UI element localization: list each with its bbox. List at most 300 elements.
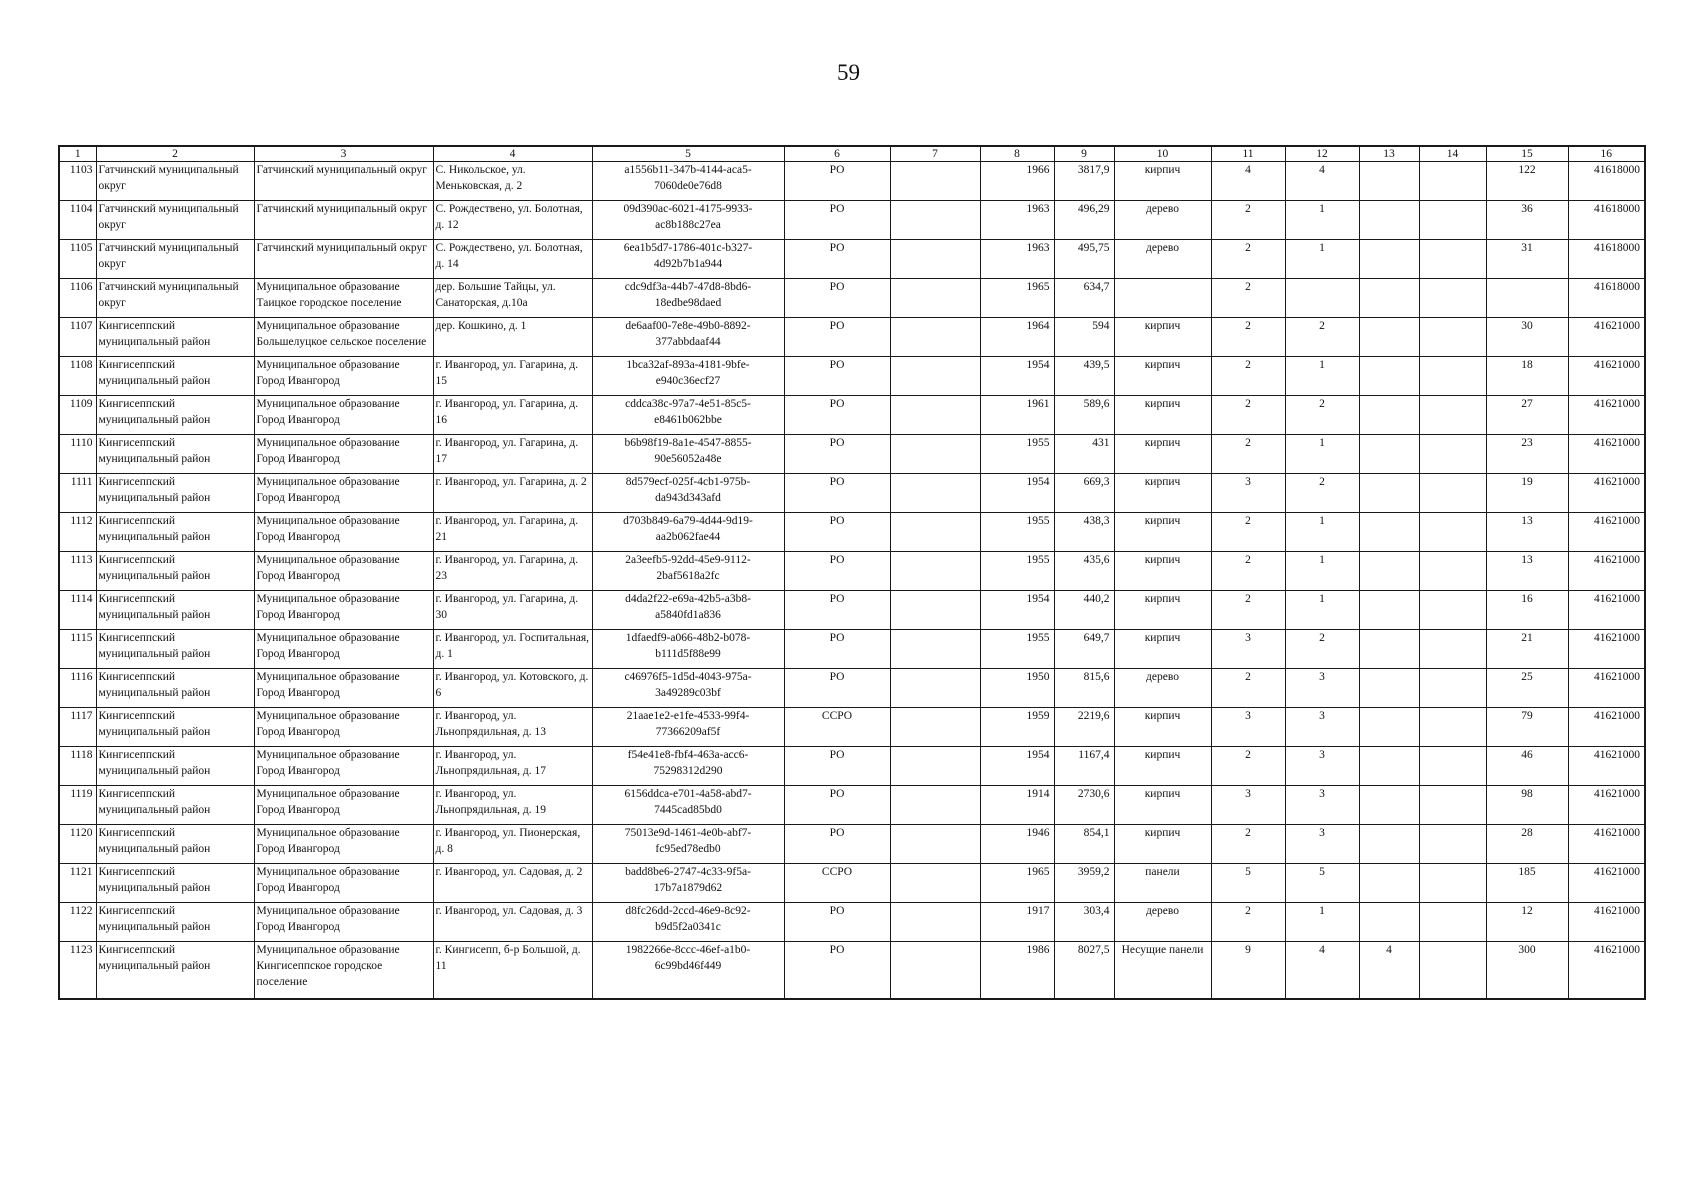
column-header: 11 bbox=[1211, 146, 1285, 162]
table-cell: Кингисеппский муниципальный район bbox=[96, 318, 254, 357]
table-cell: 1963 bbox=[980, 201, 1054, 240]
table-cell: 1917 bbox=[980, 903, 1054, 942]
table-cell bbox=[1419, 240, 1486, 279]
table-cell: 21aae1e2-e1fe-4533-99f4-77366209af5f bbox=[592, 708, 784, 747]
table-cell: cdc9df3a-44b7-47d8-8bd6-18edbe98daed bbox=[592, 279, 784, 318]
table-cell: 1 bbox=[1285, 201, 1359, 240]
table-cell: 3959,2 bbox=[1054, 864, 1114, 903]
table-cell: 18 bbox=[1486, 357, 1568, 396]
table-cell: 1111 bbox=[59, 474, 96, 513]
table-cell: 41621000 bbox=[1568, 708, 1645, 747]
table-cell bbox=[1419, 513, 1486, 552]
table-cell bbox=[890, 474, 980, 513]
table-cell: кирпич bbox=[1114, 825, 1211, 864]
table-cell: г. Ивангород, ул. Гагарина, д. 16 bbox=[433, 396, 592, 435]
table-cell: 41621000 bbox=[1568, 942, 1645, 1000]
table-cell: 3 bbox=[1285, 825, 1359, 864]
table-row bbox=[59, 630, 1645, 669]
table-cell: кирпич bbox=[1114, 435, 1211, 474]
table-cell: 1955 bbox=[980, 435, 1054, 474]
column-header: 2 bbox=[96, 146, 254, 162]
table-cell: 1954 bbox=[980, 747, 1054, 786]
table-cell: 1116 bbox=[59, 669, 96, 708]
table-cell: Кингисеппский муниципальный район bbox=[96, 942, 254, 1000]
table-cell: 649,7 bbox=[1054, 630, 1114, 669]
table-cell: Кингисеппский муниципальный район bbox=[96, 747, 254, 786]
table-cell: 2 bbox=[1211, 591, 1285, 630]
table-row bbox=[59, 357, 1645, 396]
table-cell: РО bbox=[784, 630, 890, 669]
table-cell bbox=[890, 630, 980, 669]
table-cell: 1121 bbox=[59, 864, 96, 903]
table-cell: РО bbox=[784, 357, 890, 396]
table-cell: 1115 bbox=[59, 630, 96, 669]
table-cell: 13 bbox=[1486, 513, 1568, 552]
table-cell bbox=[890, 669, 980, 708]
table-cell: 634,7 bbox=[1054, 279, 1114, 318]
table-cell bbox=[890, 396, 980, 435]
table-cell: Гатчинский муниципальный округ bbox=[96, 201, 254, 240]
table-cell bbox=[1359, 903, 1419, 942]
table-cell: г. Ивангород, ул. Льнопрядильная, д. 13 bbox=[433, 708, 592, 747]
table-cell: 41621000 bbox=[1568, 318, 1645, 357]
table-cell: 41621000 bbox=[1568, 357, 1645, 396]
table-cell: 41621000 bbox=[1568, 396, 1645, 435]
table-cell: дерево bbox=[1114, 240, 1211, 279]
table-cell: РО bbox=[784, 201, 890, 240]
table-cell bbox=[890, 864, 980, 903]
table-cell: Гатчинский муниципальный округ bbox=[96, 162, 254, 201]
table-row bbox=[59, 591, 1645, 630]
table-cell: 3 bbox=[1285, 747, 1359, 786]
table-cell bbox=[1419, 864, 1486, 903]
table-cell bbox=[890, 708, 980, 747]
table-cell: 1955 bbox=[980, 513, 1054, 552]
table-cell: С. Рождествено, ул. Болотная, д. 12 bbox=[433, 201, 592, 240]
table-cell: кирпич bbox=[1114, 162, 1211, 201]
table-cell bbox=[1359, 513, 1419, 552]
table-cell: 23 bbox=[1486, 435, 1568, 474]
table-cell: Муниципальное образование Город Ивангород bbox=[254, 435, 433, 474]
table-cell: a1556b11-347b-4144-aca5-7060de0e76d8 bbox=[592, 162, 784, 201]
table-cell: 9 bbox=[1211, 942, 1285, 1000]
table-cell: Муниципальное образование Город Ивангород bbox=[254, 864, 433, 903]
table-cell: 4 bbox=[1285, 162, 1359, 201]
table-cell: 435,6 bbox=[1054, 552, 1114, 591]
table-cell: 1122 bbox=[59, 903, 96, 942]
table-cell: 25 bbox=[1486, 669, 1568, 708]
table-cell: 1112 bbox=[59, 513, 96, 552]
registry-table bbox=[58, 145, 1646, 1000]
table-cell: панели bbox=[1114, 864, 1211, 903]
table-cell bbox=[1359, 630, 1419, 669]
table-cell bbox=[1359, 552, 1419, 591]
table-cell: Кингисеппский муниципальный район bbox=[96, 786, 254, 825]
table-cell: 1914 bbox=[980, 786, 1054, 825]
table-cell: 1113 bbox=[59, 552, 96, 591]
table-cell: 1117 bbox=[59, 708, 96, 747]
table-cell: Кингисеппский муниципальный район bbox=[96, 357, 254, 396]
table-cell bbox=[890, 903, 980, 942]
table-cell: кирпич bbox=[1114, 396, 1211, 435]
table-cell: 594 bbox=[1054, 318, 1114, 357]
table-cell bbox=[1486, 279, 1568, 318]
column-header: 9 bbox=[1054, 146, 1114, 162]
table-cell: 27 bbox=[1486, 396, 1568, 435]
table-row bbox=[59, 201, 1645, 240]
table-cell: b6b98f19-8a1e-4547-8855-90e56052a48e bbox=[592, 435, 784, 474]
table-cell: 1104 bbox=[59, 201, 96, 240]
table-cell: РО bbox=[784, 513, 890, 552]
table-cell: 2 bbox=[1211, 669, 1285, 708]
table-cell bbox=[1419, 825, 1486, 864]
column-header: 4 bbox=[433, 146, 592, 162]
table-cell: 2730,6 bbox=[1054, 786, 1114, 825]
table-cell: 1950 bbox=[980, 669, 1054, 708]
table-cell: 2 bbox=[1211, 318, 1285, 357]
table-cell: 1108 bbox=[59, 357, 96, 396]
table-cell: дерево bbox=[1114, 201, 1211, 240]
table-cell: Кингисеппский муниципальный район bbox=[96, 513, 254, 552]
table-cell: d703b849-6a79-4d44-9d19-aa2b062fae44 bbox=[592, 513, 784, 552]
column-header: 1 bbox=[59, 146, 96, 162]
table-cell: 496,29 bbox=[1054, 201, 1114, 240]
table-cell: 1103 bbox=[59, 162, 96, 201]
table-cell: кирпич bbox=[1114, 747, 1211, 786]
table-cell: кирпич bbox=[1114, 591, 1211, 630]
page-number: 59 bbox=[837, 60, 860, 85]
table-cell: 41618000 bbox=[1568, 279, 1645, 318]
table-row bbox=[59, 162, 1645, 201]
table-cell: 12 bbox=[1486, 903, 1568, 942]
table-cell: 4 bbox=[1285, 942, 1359, 1000]
table-cell: 1963 bbox=[980, 240, 1054, 279]
table-cell: кирпич bbox=[1114, 318, 1211, 357]
table-cell: РО bbox=[784, 162, 890, 201]
table-cell bbox=[1359, 591, 1419, 630]
table-cell: РО bbox=[784, 474, 890, 513]
table-cell: г. Ивангород, ул. Льнопрядильная, д. 19 bbox=[433, 786, 592, 825]
table-cell: Гатчинский муниципальный округ bbox=[96, 240, 254, 279]
table-cell bbox=[1359, 279, 1419, 318]
column-header: 12 bbox=[1285, 146, 1359, 162]
table-cell: г. Ивангород, ул. Садовая, д. 3 bbox=[433, 903, 592, 942]
table-cell: г. Ивангород, ул. Гагарина, д. 23 bbox=[433, 552, 592, 591]
table-cell: 3 bbox=[1211, 708, 1285, 747]
table-cell: кирпич bbox=[1114, 708, 1211, 747]
table-cell: ССРО bbox=[784, 708, 890, 747]
table-cell bbox=[1359, 864, 1419, 903]
table-cell bbox=[1359, 474, 1419, 513]
table-cell: 1 bbox=[1285, 513, 1359, 552]
table-cell: Кингисеппский муниципальный район bbox=[96, 864, 254, 903]
table-cell: 1954 bbox=[980, 357, 1054, 396]
table-cell: 28 bbox=[1486, 825, 1568, 864]
table-cell: Муниципальное образование Город Ивангород bbox=[254, 708, 433, 747]
table-cell: г. Кингисепп, б-р Большой, д. 11 bbox=[433, 942, 592, 1000]
table-cell: г. Ивангород, ул. Котовского, д. 6 bbox=[433, 669, 592, 708]
table-cell: 41621000 bbox=[1568, 591, 1645, 630]
table-cell: Муниципальное образование Кингисеппское городское поселение bbox=[254, 942, 433, 1000]
table-cell: 3 bbox=[1285, 669, 1359, 708]
table-cell bbox=[1359, 669, 1419, 708]
table-cell: Муниципальное образование Город Ивангород bbox=[254, 825, 433, 864]
table-cell: Муниципальное образование Город Ивангород bbox=[254, 396, 433, 435]
table-cell: г. Ивангород, ул. Гагарина, д. 15 bbox=[433, 357, 592, 396]
table-cell: РО bbox=[784, 435, 890, 474]
table-cell bbox=[890, 162, 980, 201]
table-cell: Кингисеппский муниципальный район bbox=[96, 708, 254, 747]
table-cell bbox=[1419, 396, 1486, 435]
table-cell: кирпич bbox=[1114, 474, 1211, 513]
table-cell: 5 bbox=[1285, 864, 1359, 903]
table-cell: 75013e9d-1461-4e0b-abf7-fc95ed78edb0 bbox=[592, 825, 784, 864]
table-cell: 1 bbox=[1285, 435, 1359, 474]
table-cell bbox=[1419, 630, 1486, 669]
table-cell: 41618000 bbox=[1568, 240, 1645, 279]
table-cell bbox=[1419, 786, 1486, 825]
table-cell bbox=[1419, 747, 1486, 786]
table-cell: дерево bbox=[1114, 669, 1211, 708]
column-header: 5 bbox=[592, 146, 784, 162]
table-cell: Муниципальное образование Город Ивангород bbox=[254, 591, 433, 630]
table-cell: г. Ивангород, ул. Гагарина, д. 2 bbox=[433, 474, 592, 513]
table-cell: 6ea1b5d7-1786-401c-b327-4d92b7b1a944 bbox=[592, 240, 784, 279]
table-cell bbox=[1419, 708, 1486, 747]
table-cell: 1966 bbox=[980, 162, 1054, 201]
table-cell: 41621000 bbox=[1568, 864, 1645, 903]
table-cell: 2 bbox=[1285, 474, 1359, 513]
table-cell: 41621000 bbox=[1568, 435, 1645, 474]
table-cell: г. Ивангород, ул. Госпитальная, д. 1 bbox=[433, 630, 592, 669]
table-cell bbox=[1419, 357, 1486, 396]
table-cell bbox=[890, 240, 980, 279]
table-cell: 2 bbox=[1211, 903, 1285, 942]
table-cell bbox=[1419, 318, 1486, 357]
table-cell: Кингисеппский муниципальный район bbox=[96, 552, 254, 591]
table-cell: 2219,6 bbox=[1054, 708, 1114, 747]
table-cell: Гатчинский муниципальный округ bbox=[254, 201, 433, 240]
table-cell bbox=[1419, 903, 1486, 942]
table-row bbox=[59, 903, 1645, 942]
table-cell: 2 bbox=[1285, 318, 1359, 357]
table-row bbox=[59, 825, 1645, 864]
table-cell: РО bbox=[784, 240, 890, 279]
table-cell: Кингисеппский муниципальный район bbox=[96, 630, 254, 669]
table-cell: Кингисеппский муниципальный район bbox=[96, 825, 254, 864]
table-cell: 2 bbox=[1285, 396, 1359, 435]
table-cell bbox=[1419, 201, 1486, 240]
table-cell: 2 bbox=[1211, 396, 1285, 435]
table-cell bbox=[1419, 942, 1486, 1000]
table-cell: 3 bbox=[1285, 708, 1359, 747]
table-cell: 1 bbox=[1285, 591, 1359, 630]
table-cell: d4da2f22-e69a-42b5-a3b8-a5840fd1a836 bbox=[592, 591, 784, 630]
table-row bbox=[59, 786, 1645, 825]
table-cell: 2 bbox=[1211, 357, 1285, 396]
table-cell: 19 bbox=[1486, 474, 1568, 513]
table-cell: кирпич bbox=[1114, 552, 1211, 591]
table-cell bbox=[1359, 357, 1419, 396]
table-cell: 1955 bbox=[980, 630, 1054, 669]
table-cell: РО bbox=[784, 591, 890, 630]
table-cell: Муниципальное образование Город Ивангород bbox=[254, 786, 433, 825]
table-cell: 1114 bbox=[59, 591, 96, 630]
table-cell: 1120 bbox=[59, 825, 96, 864]
table-cell: Кингисеппский муниципальный район bbox=[96, 396, 254, 435]
table-cell bbox=[1359, 747, 1419, 786]
table-cell bbox=[1359, 318, 1419, 357]
table-cell: 09d390ac-6021-4175-9933-ac8b188c27ea bbox=[592, 201, 784, 240]
table-cell bbox=[1359, 162, 1419, 201]
table-cell: 1123 bbox=[59, 942, 96, 1000]
table-cell: РО bbox=[784, 318, 890, 357]
table-cell: Муниципальное образование Большелуцкое сельское поселение bbox=[254, 318, 433, 357]
table-cell: 41621000 bbox=[1568, 903, 1645, 942]
table-cell: 16 bbox=[1486, 591, 1568, 630]
table-cell: Муниципальное образование Таицкое городское поселение bbox=[254, 279, 433, 318]
table-cell: 1955 bbox=[980, 552, 1054, 591]
table-cell bbox=[1419, 279, 1486, 318]
table-cell: 1118 bbox=[59, 747, 96, 786]
table-cell: 36 bbox=[1486, 201, 1568, 240]
table-cell: 4 bbox=[1211, 162, 1285, 201]
table-cell bbox=[890, 942, 980, 1000]
table-cell bbox=[890, 747, 980, 786]
table-cell: Кингисеппский муниципальный район bbox=[96, 474, 254, 513]
table-row bbox=[59, 474, 1645, 513]
table-cell: 1bca32af-893a-4181-9bfe-e940c36ecf27 bbox=[592, 357, 784, 396]
table-cell: 2 bbox=[1211, 552, 1285, 591]
table-cell: г. Ивангород, ул. Льнопрядильная, д. 17 bbox=[433, 747, 592, 786]
table-cell: 2 bbox=[1211, 513, 1285, 552]
table-cell: 2 bbox=[1211, 435, 1285, 474]
table-cell bbox=[1419, 474, 1486, 513]
table-cell bbox=[890, 591, 980, 630]
table-cell: 1106 bbox=[59, 279, 96, 318]
table-cell: 1 bbox=[1285, 903, 1359, 942]
table-cell: г. Ивангород, ул. Гагарина, д. 30 bbox=[433, 591, 592, 630]
table-row bbox=[59, 435, 1645, 474]
table-cell bbox=[1359, 240, 1419, 279]
table-cell: 31 bbox=[1486, 240, 1568, 279]
table-cell: 300 bbox=[1486, 942, 1568, 1000]
table-cell: badd8be6-2747-4c33-9f5a-17b7a1879d62 bbox=[592, 864, 784, 903]
table-cell: г. Ивангород, ул. Пионерская, д. 8 bbox=[433, 825, 592, 864]
table-cell: 1982266e-8ccc-46ef-a1b0-6c99bd46f449 bbox=[592, 942, 784, 1000]
table-cell: Муниципальное образование Город Ивангород bbox=[254, 747, 433, 786]
table-cell: г. Ивангород, ул. Гагарина, д. 21 bbox=[433, 513, 592, 552]
table-cell: РО bbox=[784, 747, 890, 786]
table-cell: г. Ивангород, ул. Гагарина, д. 17 bbox=[433, 435, 592, 474]
table-cell: 3 bbox=[1211, 474, 1285, 513]
table-cell bbox=[890, 201, 980, 240]
table-cell: 41621000 bbox=[1568, 552, 1645, 591]
table-cell: 815,6 bbox=[1054, 669, 1114, 708]
table-cell: Муниципальное образование Город Ивангород bbox=[254, 357, 433, 396]
table-cell: 2 bbox=[1211, 747, 1285, 786]
table-cell: 3 bbox=[1285, 786, 1359, 825]
table-cell: 2 bbox=[1211, 825, 1285, 864]
table-cell: Муниципальное образование Город Ивангород bbox=[254, 669, 433, 708]
table-cell: d8fc26dd-2ccd-46e9-8c92-b9d5f2a0341c bbox=[592, 903, 784, 942]
table-cell bbox=[1114, 279, 1211, 318]
table-cell: г. Ивангород, ул. Садовая, д. 2 bbox=[433, 864, 592, 903]
table-cell: ССРО bbox=[784, 864, 890, 903]
table-cell: 46 bbox=[1486, 747, 1568, 786]
column-header: 8 bbox=[980, 146, 1054, 162]
table-cell: 41621000 bbox=[1568, 513, 1645, 552]
table-cell: РО bbox=[784, 552, 890, 591]
table-cell bbox=[890, 279, 980, 318]
table-cell bbox=[1419, 669, 1486, 708]
table-cell: 1965 bbox=[980, 279, 1054, 318]
table-cell: Гатчинский муниципальный округ bbox=[96, 279, 254, 318]
table-cell: 431 bbox=[1054, 435, 1114, 474]
table-cell bbox=[1359, 435, 1419, 474]
table-cell bbox=[1419, 435, 1486, 474]
table-cell: 1965 bbox=[980, 864, 1054, 903]
table-cell: Муниципальное образование Город Ивангород bbox=[254, 630, 433, 669]
table-row bbox=[59, 396, 1645, 435]
table-cell bbox=[1359, 708, 1419, 747]
table-cell bbox=[890, 318, 980, 357]
table-cell: 3 bbox=[1211, 786, 1285, 825]
table-cell bbox=[890, 435, 980, 474]
column-header: 10 bbox=[1114, 146, 1211, 162]
table-cell: кирпич bbox=[1114, 357, 1211, 396]
table-row bbox=[59, 747, 1645, 786]
table-cell: кирпич bbox=[1114, 786, 1211, 825]
table-row bbox=[59, 240, 1645, 279]
table-cell: 2 bbox=[1211, 240, 1285, 279]
column-header: 14 bbox=[1419, 146, 1486, 162]
table-cell bbox=[890, 513, 980, 552]
table-cell: РО bbox=[784, 669, 890, 708]
table-cell: 6156ddca-e701-4a58-abd7-7445cad85bd0 bbox=[592, 786, 784, 825]
column-header: 16 bbox=[1568, 146, 1645, 162]
table-cell: 1959 bbox=[980, 708, 1054, 747]
table-cell: Гатчинский муниципальный округ bbox=[254, 240, 433, 279]
table-cell: РО bbox=[784, 279, 890, 318]
table-cell: 1946 bbox=[980, 825, 1054, 864]
table-cell: 1110 bbox=[59, 435, 96, 474]
table-cell: 98 bbox=[1486, 786, 1568, 825]
table-cell: 30 bbox=[1486, 318, 1568, 357]
table-cell: cddca38c-97a7-4e51-85c5-e8461b062bbe bbox=[592, 396, 784, 435]
column-number-row bbox=[59, 146, 1645, 162]
table-cell: 21 bbox=[1486, 630, 1568, 669]
table-cell: 41621000 bbox=[1568, 825, 1645, 864]
table-cell: 3 bbox=[1211, 630, 1285, 669]
table-cell: 3817,9 bbox=[1054, 162, 1114, 201]
table-cell: Кингисеппский муниципальный район bbox=[96, 669, 254, 708]
column-header: 7 bbox=[890, 146, 980, 162]
table-cell: 41621000 bbox=[1568, 747, 1645, 786]
table-cell: С. Никольское, ул. Меньковская, д. 2 bbox=[433, 162, 592, 201]
table-cell: Кингисеппский муниципальный район bbox=[96, 903, 254, 942]
table-cell: Кингисеппский муниципальный район bbox=[96, 435, 254, 474]
table-cell: дер. Кошкино, д. 1 bbox=[433, 318, 592, 357]
table-cell: 2 bbox=[1211, 201, 1285, 240]
table-cell: de6aaf00-7e8e-49b0-8892-377abbdaaf44 bbox=[592, 318, 784, 357]
table-cell: 854,1 bbox=[1054, 825, 1114, 864]
table-cell: Муниципальное образование Город Ивангород bbox=[254, 474, 433, 513]
table-cell: 1964 bbox=[980, 318, 1054, 357]
table-cell: 41621000 bbox=[1568, 474, 1645, 513]
table-cell: 495,75 bbox=[1054, 240, 1114, 279]
table-cell: Муниципальное образование Город Ивангород bbox=[254, 903, 433, 942]
